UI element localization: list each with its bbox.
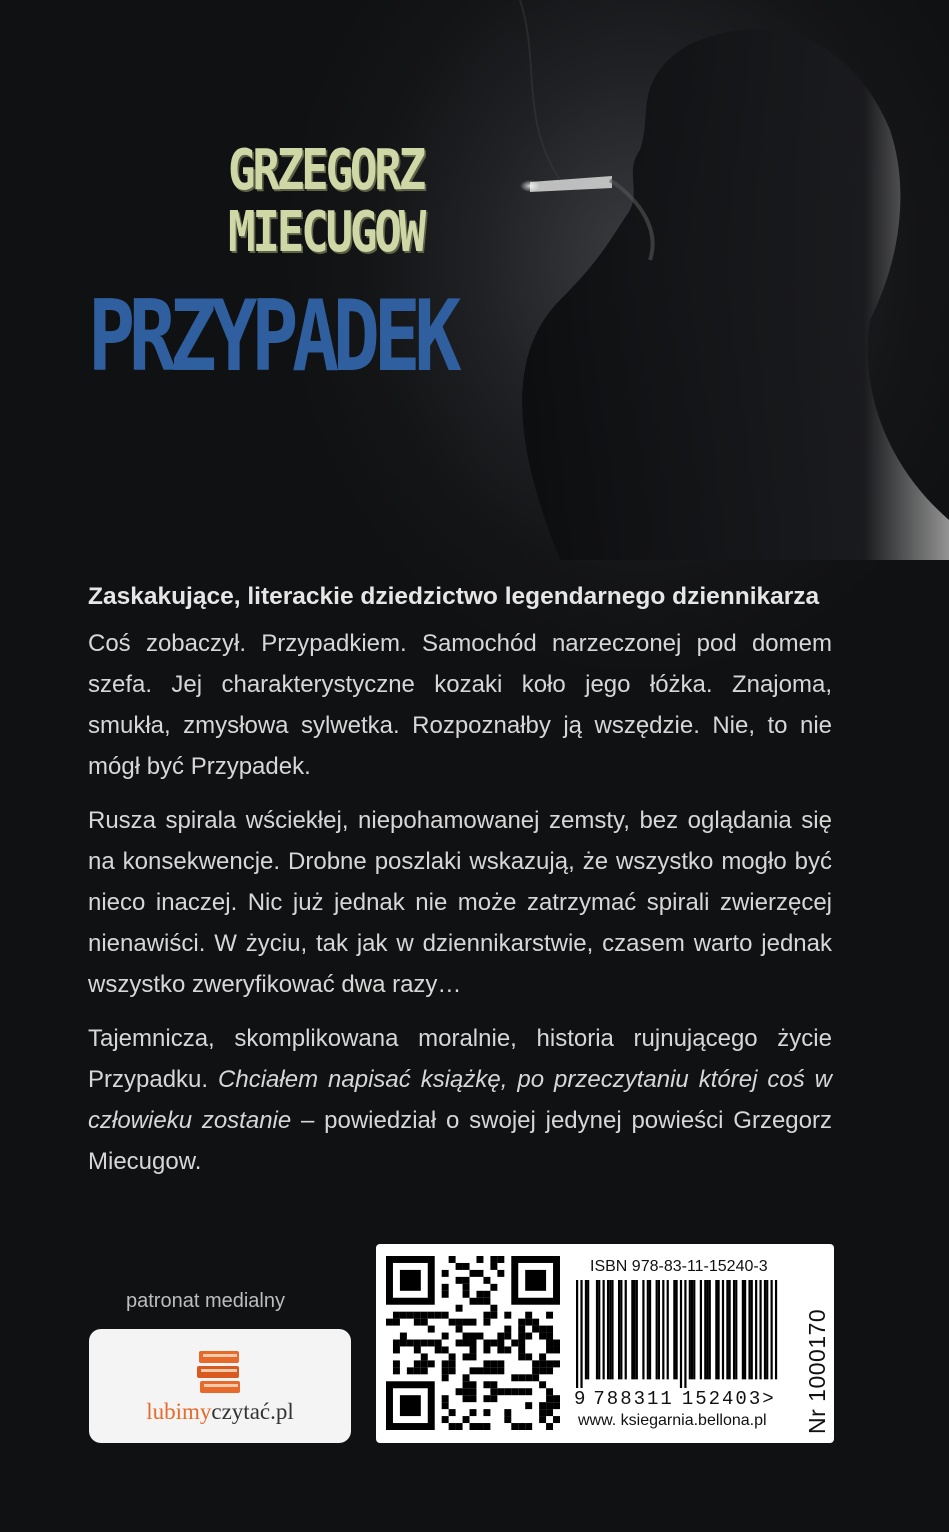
p3-end: – powiedział o swojej jedynej powieści Grzegorz Miecugow. [88,1107,832,1175]
blurb-paragraph-2: Rusza spirala wściekłej, niepohamowanej zemsty, bez oglądania się na konsekwencje. Drobne poszlaki wskazują, że wszystko mogło być nieco inaczej. Nic już jednak nie może zatrzymać spirali zwierzęcej nienawiści. W życiu, tak jak w dziennikarstwie, czasem warto jednak wszystko zweryfikować dwa razy… [88,807,832,998]
logo-part-2: czytać.pl [211,1399,294,1424]
author-first-name: GRZEGORZ [228,138,423,203]
blurb [88,576,832,1195]
barcode-group-2: 152403 [681,1388,763,1410]
author-last-name: MIECUGOW [228,200,423,265]
lubimyczytac-logo [89,1329,351,1443]
tagline: Zaskakujące, literackie dziedzictwo legendarnego dziennikarza [88,583,820,610]
qr-code-icon [386,1256,560,1430]
isbn-number: ISBN 978-83-11-15240-3 [590,1258,768,1275]
author-name [228,140,423,264]
barcode-arrow: > [762,1388,774,1410]
publisher-website: www. ksiegarnia.bellona.pl [578,1412,767,1429]
p3-start: Tajemnicza, skomplikowana moralnie, historia rujnującego życie Przypadku. [88,1025,832,1093]
blurb-paragraph-1: Coś zobaczył. Przypadkiem. Samochód narzeczonej pod domem szefa. Jej charakterystyczne kozaki koło jego łóżka. Znajoma, smukła, zmysłowa sylwetka. Rozpoznałby ją wszędzie. Nie, to nie mógł być Przypadek. [88,630,832,780]
media-patron-label: patronat medialny [126,1290,285,1312]
barcode-icon [576,1280,786,1388]
book-title: PRZYPADEK [88,280,456,394]
logo-text [89,1399,351,1425]
p3-quote: Chciałem napisać książkę, po przeczytaniu której coś w człowieku zostanie [88,1066,832,1134]
blurb-paragraph-3 [88,1018,832,1182]
barcode-first-digit: 9 [574,1388,586,1410]
catalog-number: Nr 1000170 [804,1308,830,1434]
barcode-group-1: 788311 [593,1388,674,1410]
books-stack-icon [195,1347,243,1397]
barcode-digits [574,1388,792,1410]
logo-part-1: lubimy [146,1399,212,1424]
codes-panel [376,1244,834,1443]
